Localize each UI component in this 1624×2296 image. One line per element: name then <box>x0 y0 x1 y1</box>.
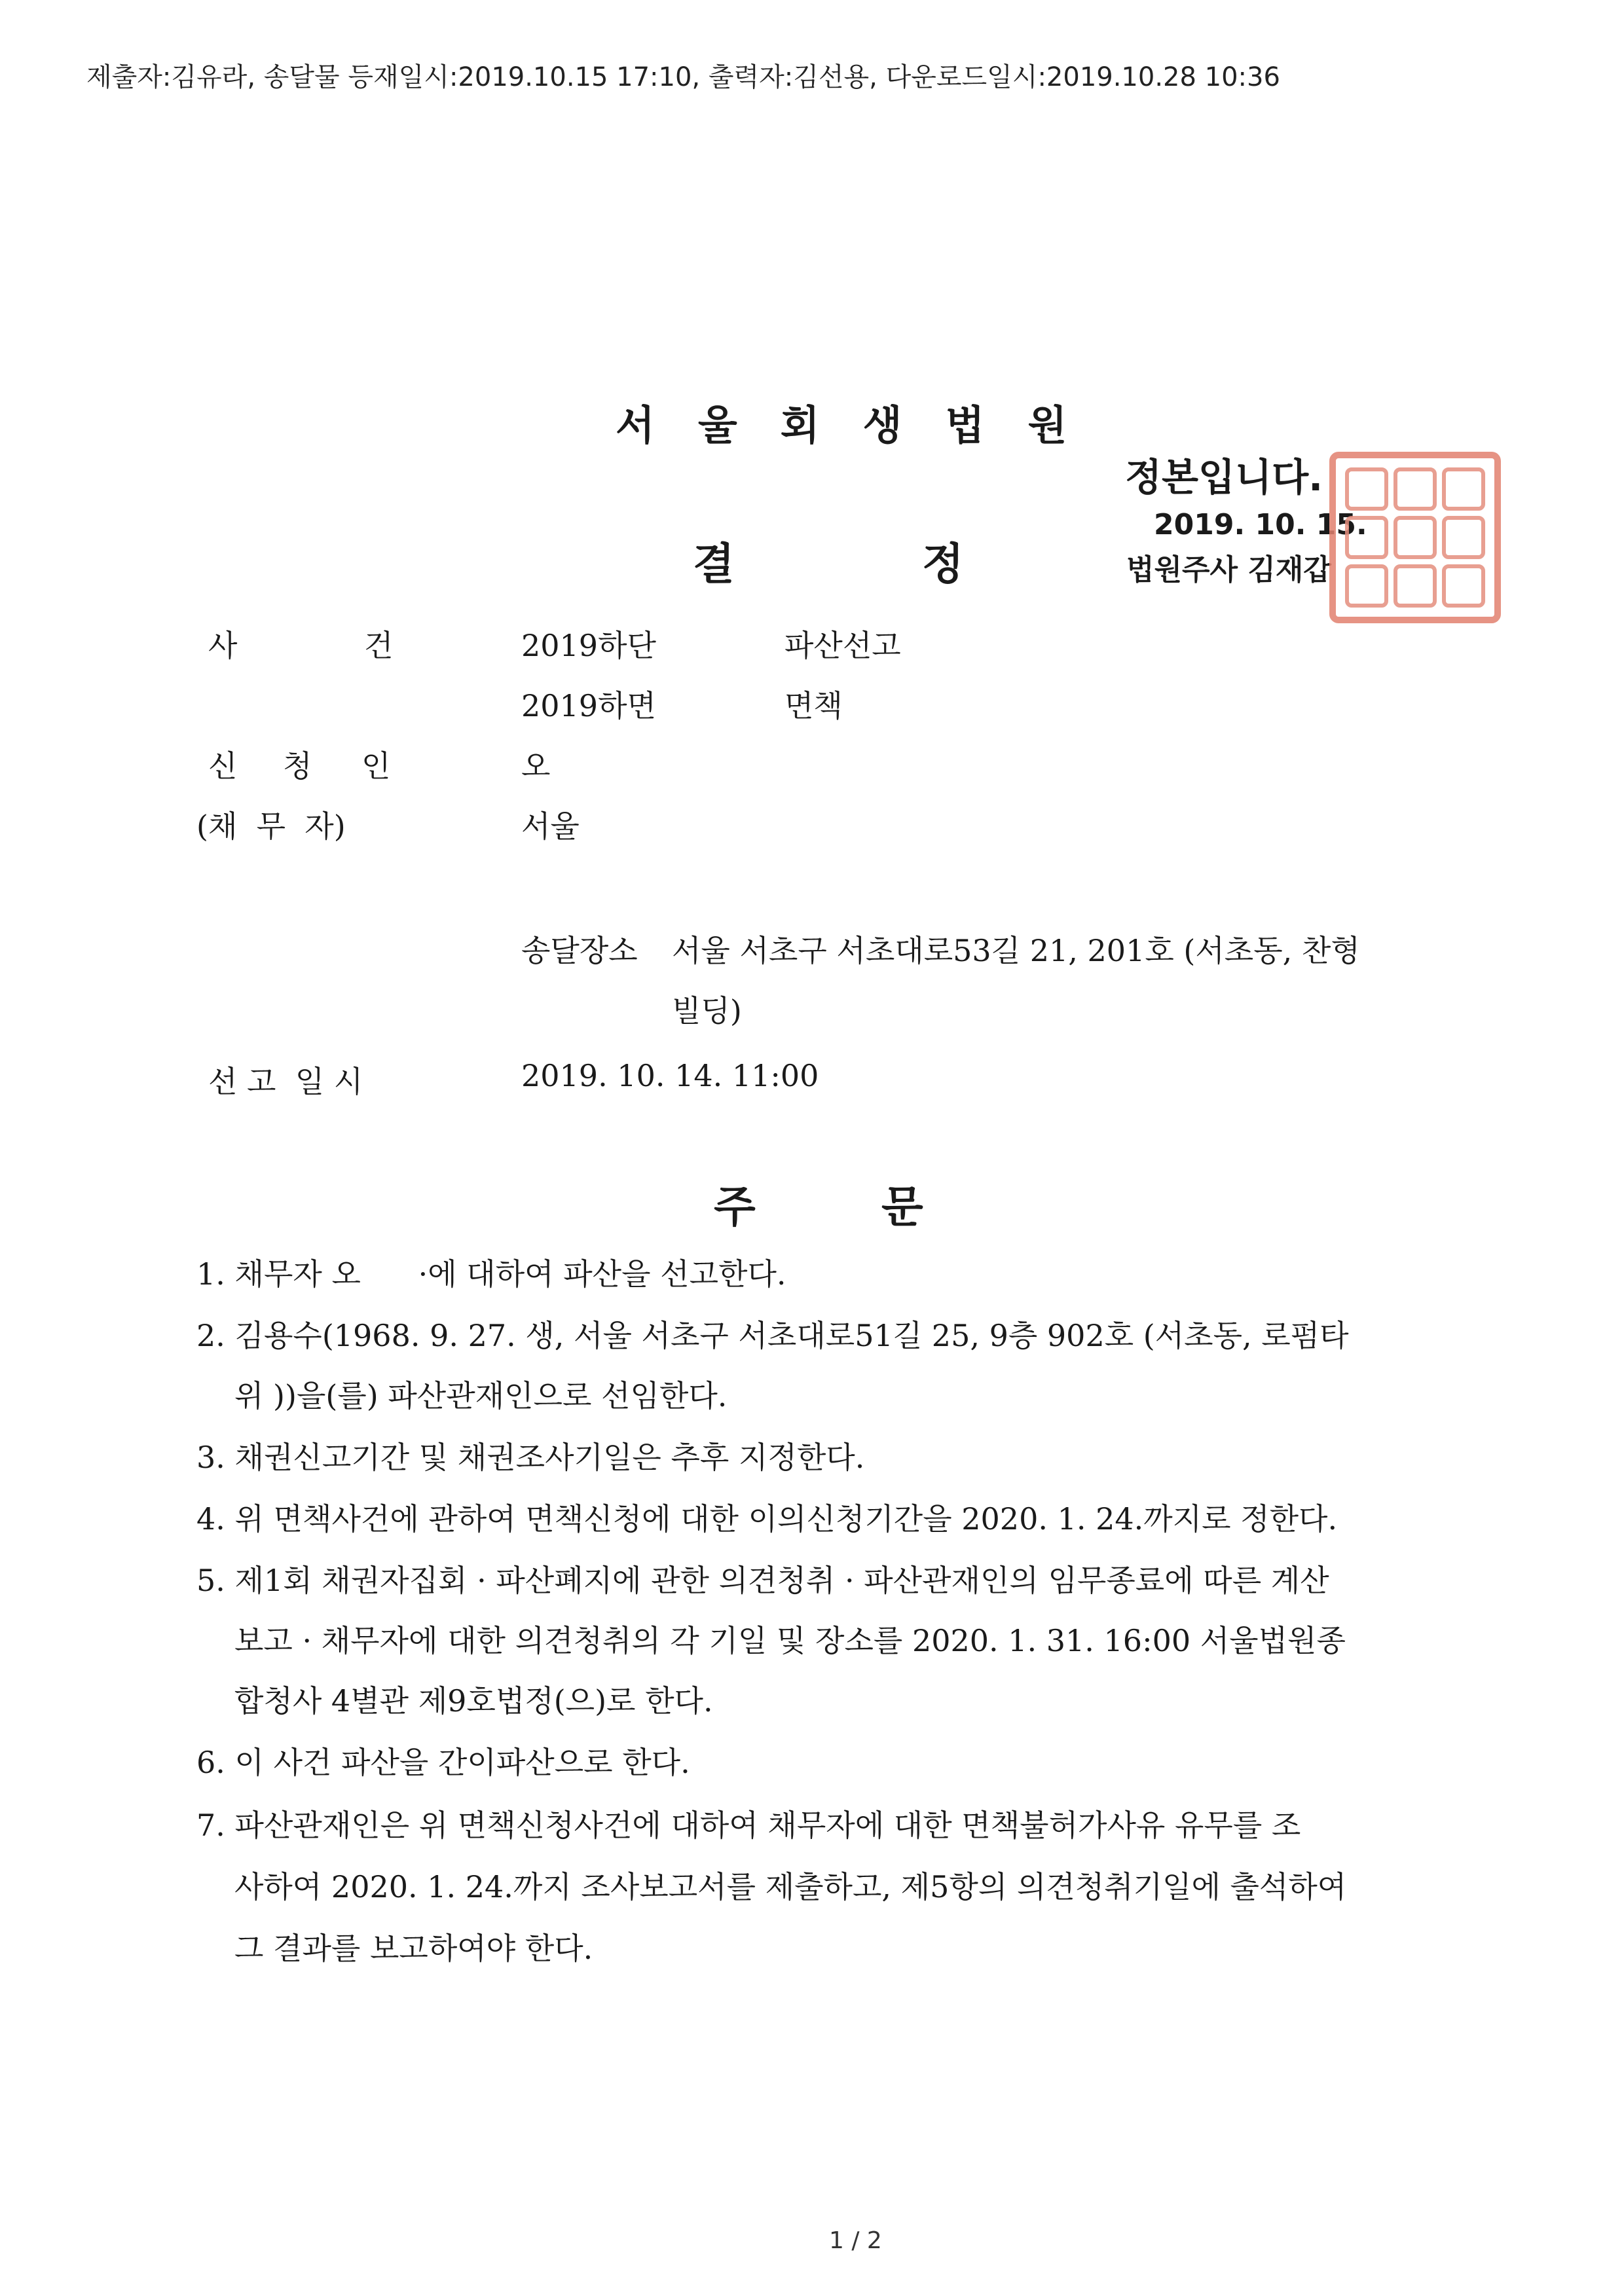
order-item-5-cont-1: 보고 · 채무자에 대한 의견청취의 각 기일 및 장소를 2020. 1. 31. 16:00 서울법원종 <box>234 1623 1346 1658</box>
order-item-1: 1. 채무자 오 ·에 대하여 파산을 선고한다. <box>196 1256 786 1292</box>
seal-glyph-9 <box>1442 564 1485 608</box>
order-heading-left: 주 <box>714 1182 756 1232</box>
seal-glyph-3 <box>1442 467 1485 511</box>
decision-datetime: 2019. 10. 14. 11:00 <box>521 1058 819 1093</box>
case-label-1: 사 <box>208 628 238 663</box>
case2-number: 2019하면 <box>521 688 656 723</box>
order-item-2-cont: 위 ))을(를) 파산관재인으로 선임한다. <box>234 1378 728 1413</box>
applicant-address: 서울 <box>521 809 580 844</box>
order-item-7: 7. 파산관재인은 위 면책신청사건에 대하여 채무자에 대한 면책불허가사유 유무를 조 <box>196 1808 1301 1843</box>
seal-glyph-6 <box>1442 516 1485 559</box>
order-item-2: 2. 김용수(1968. 9. 27. 생, 서울 서초구 서초대로51길 25, 9층 902호 (서초동, 로펌타 <box>196 1318 1349 1353</box>
case2-name: 면책 <box>784 688 843 723</box>
order-item-7-cont-2: 그 결과를 보고하여야 한다. <box>234 1931 593 1966</box>
order-item-5: 5. 제1회 채권자집회 · 파산폐지에 관한 의견청취 · 파산관재인의 임무종료에 따른 계산 <box>196 1563 1329 1598</box>
applicant-name: 오 <box>521 748 551 784</box>
case-label-2: 건 <box>364 628 394 663</box>
order-heading-right: 문 <box>881 1182 923 1232</box>
document-title-left: 결 <box>693 539 735 589</box>
page-number: 1 / 2 <box>829 2227 882 2254</box>
court-seal-icon <box>1329 452 1501 623</box>
order-item-6: 6. 이 사건 파산을 간이파산으로 한다. <box>196 1745 690 1780</box>
submission-info: 제출자:김유라, 송달물 등재일시:2019.10.15 17:10, 출력자:김선용, 다운로드일시:2019.10.28 10:36 <box>86 62 1280 92</box>
applicant-label-3: 인 <box>361 748 391 784</box>
certification-clerk: 법원주사 김재갑 <box>1126 553 1331 587</box>
debtor-label: (채 무 자) <box>196 809 346 844</box>
seal-glyph-7 <box>1345 564 1388 608</box>
certification-date: 2019. 10. 15. <box>1154 508 1367 541</box>
seal-glyph-4 <box>1345 516 1388 559</box>
order-item-3: 3. 채권신고기간 및 채권조사기일은 추후 지정한다. <box>196 1440 865 1475</box>
delivery-address-line-1: 서울 서초구 서초대로53길 21, 201호 (서초동, 찬형 <box>672 933 1360 968</box>
seal-glyph-1 <box>1345 467 1388 511</box>
order-item-4: 4. 위 면책사건에 관하여 면책신청에 대한 이의신청기간을 2020. 1. 24.까지로 정한다. <box>196 1501 1338 1537</box>
document-title-right: 정 <box>922 539 964 589</box>
applicant-label-1: 신 <box>208 748 238 784</box>
decision-label: 선 고 일 시 <box>208 1064 363 1099</box>
order-item-5-cont-2: 합청사 4별관 제9호법정(으)로 한다. <box>234 1683 713 1719</box>
seal-glyph-5 <box>1393 516 1437 559</box>
case1-name: 파산선고 <box>784 628 901 663</box>
applicant-label-2: 청 <box>283 748 312 784</box>
case1-number: 2019하단 <box>521 628 656 663</box>
order-item-7-cont-1: 사하여 2020. 1. 24.까지 조사보고서를 제출하고, 제5항의 의견청취기일에 출석하여 <box>234 1869 1347 1904</box>
seal-glyph-2 <box>1393 467 1437 511</box>
seal-glyph-8 <box>1393 564 1437 608</box>
delivery-label: 송달장소 <box>521 933 638 968</box>
certification-main: 정본입니다. <box>1125 455 1323 500</box>
delivery-address-line-2: 빌딩) <box>672 993 742 1029</box>
court-name: 서울회생법원 <box>616 401 1111 449</box>
